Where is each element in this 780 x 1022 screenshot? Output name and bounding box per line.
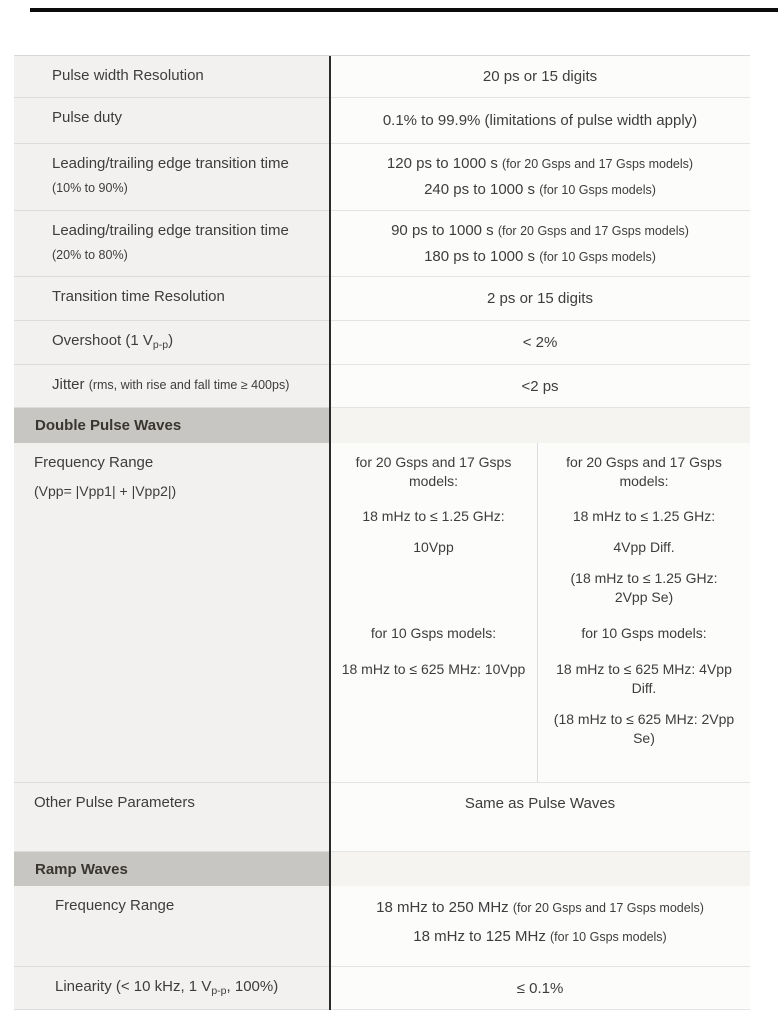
model-group-title: for 20 Gsps and 17 Gsps models: <box>355 454 512 489</box>
label-subscript: p-p <box>152 339 169 351</box>
range-line: 18 mHz to ≤ 625 MHz: 10Vpp <box>341 661 526 677</box>
value-line: 4Vpp Diff. <box>613 539 675 555</box>
row-jitter <box>14 365 750 408</box>
section-header-label-cell <box>14 852 330 886</box>
value-note: (for 10 Gsps models) <box>539 249 656 264</box>
label-subscript: p-p <box>211 985 227 997</box>
param-value: 0.1% to 99.9% (limitations of pulse width apply) <box>382 112 698 129</box>
param-value: 20 ps or 15 digits <box>482 68 598 85</box>
param-value-cell <box>330 321 750 365</box>
param-value-cell <box>330 783 750 852</box>
section-header-double-pulse-waves <box>14 408 750 443</box>
section-header-label: Double Pulse Waves <box>35 417 182 434</box>
param-label: Leading/trailing edge transition time <box>52 222 289 239</box>
value-note: (for 10 Gsps models) <box>550 930 667 944</box>
value-main: 120 ps to 1000 s <box>386 155 498 172</box>
row-transition-resolution <box>14 277 750 321</box>
param-label-cell <box>14 783 330 852</box>
row-edge-transition-10-90 <box>14 144 750 211</box>
param-label-cell <box>14 886 330 967</box>
value-note: (for 10 Gsps models) <box>539 183 656 197</box>
section-header-ramp-waves <box>14 852 750 886</box>
section-header-label-cell <box>14 408 330 443</box>
value-line: 10Vpp <box>413 539 454 555</box>
param-value: < 2% <box>522 334 558 351</box>
alt-value-line: (18 mHz to ≤ 625 MHz: 2Vpp Se) <box>553 711 735 746</box>
model-group-title: for 10 Gsps models: <box>581 625 707 641</box>
row-other-pulse-parameters <box>14 783 750 852</box>
param-label-cell <box>14 277 330 321</box>
param-value: <2 ps <box>521 377 559 395</box>
value-line <box>424 177 656 203</box>
param-label: Frequency Range <box>55 897 175 914</box>
range-line: 18 mHz to ≤ 625 MHz: 4Vpp Diff. <box>556 661 732 696</box>
value-line <box>424 244 656 270</box>
range-line: 18 mHz to ≤ 1.25 GHz: <box>362 508 505 524</box>
param-sublabel: (Vpp= |Vpp1| + |Vpp2|) <box>34 483 177 499</box>
param-label: Leading/trailing edge transition time <box>52 155 289 172</box>
param-label <box>55 978 330 997</box>
value-note: (for 20 Gsps and 17 Gsps models) <box>502 157 694 171</box>
dual-value-cell <box>330 443 750 783</box>
param-value-cell <box>330 967 750 1010</box>
param-label: Transition time Resolution <box>52 288 225 305</box>
param-value-cell <box>330 886 750 967</box>
param-label: Frequency Range <box>34 454 154 471</box>
param-sublabel: (10% to 90%) <box>52 181 128 195</box>
value-main: 180 ps to 1000 s <box>424 247 536 265</box>
value-main: 240 ps to 1000 s <box>424 181 536 198</box>
param-value: Same as Pulse Waves <box>464 795 616 812</box>
value-note: (for 20 Gsps and 17 Gsps models) <box>497 223 689 238</box>
value-main: 90 ps to 1000 s <box>391 221 494 239</box>
param-value-cell <box>330 277 750 321</box>
label-pre: Overshoot (1 V <box>52 332 153 349</box>
row-ramp-frequency-range <box>14 886 750 967</box>
row-edge-transition-20-80 <box>14 211 750 277</box>
param-value-cell <box>330 56 750 98</box>
label-note: (rms, with rise and fall time ≥ 400ps) <box>88 378 290 392</box>
top-rule <box>30 8 778 12</box>
value-line <box>391 218 689 244</box>
range-line: 18 mHz to ≤ 1.25 GHz: <box>572 508 716 524</box>
model-group-title: for 20 Gsps and 17 Gsps models: <box>566 454 722 489</box>
row-dp-frequency-range <box>14 443 750 783</box>
param-label-cell <box>14 321 330 365</box>
param-label-cell <box>14 967 330 1010</box>
column-divider <box>329 56 331 1010</box>
param-value-cell <box>330 211 750 277</box>
param-value-cell <box>330 365 750 408</box>
param-label <box>52 376 330 394</box>
param-label: Other Pulse Parameters <box>34 794 195 811</box>
param-value-cell <box>330 144 750 211</box>
value-line <box>376 898 704 918</box>
param-value-cell <box>330 98 750 144</box>
dual-column-a <box>330 443 538 782</box>
param-label-cell <box>14 211 330 277</box>
param-label-cell <box>14 98 330 144</box>
value-line <box>413 927 666 947</box>
param-label-cell <box>14 56 330 98</box>
row-linearity <box>14 967 750 1010</box>
row-pulse-duty <box>14 98 750 144</box>
section-header-right-cell <box>330 408 750 443</box>
value-main: 18 mHz to 125 MHz <box>413 928 546 945</box>
section-header-label: Ramp Waves <box>35 861 128 878</box>
value-line <box>387 151 693 177</box>
label-main: Jitter <box>52 376 89 393</box>
param-sublabel: (20% to 80%) <box>52 248 128 262</box>
value-main: 18 mHz to 250 MHz <box>376 899 509 916</box>
row-pulse-width-resolution <box>14 56 750 98</box>
param-value: ≤ 0.1% <box>516 979 564 997</box>
model-group-title: for 10 Gsps models: <box>370 625 497 641</box>
param-label-cell <box>14 365 330 408</box>
param-label: Pulse width Resolution <box>52 67 204 84</box>
label-post: , 100%) <box>226 978 279 995</box>
row-overshoot <box>14 321 750 365</box>
dual-column-b <box>538 443 750 782</box>
label-pre: Linearity (< 10 kHz, 1 V <box>55 978 212 995</box>
value-note: (for 20 Gsps and 17 Gsps models) <box>512 901 704 915</box>
alt-value-line: (18 mHz to ≤ 1.25 GHz: 2Vpp Se) <box>570 570 718 605</box>
param-label-cell <box>14 144 330 211</box>
section-header-right-cell <box>330 852 750 886</box>
param-label <box>52 332 330 351</box>
label-post: ) <box>168 332 174 349</box>
param-label-cell <box>14 443 330 783</box>
spec-table <box>14 55 750 1010</box>
param-label: Pulse duty <box>52 109 123 126</box>
param-value: 2 ps or 15 digits <box>487 290 593 307</box>
